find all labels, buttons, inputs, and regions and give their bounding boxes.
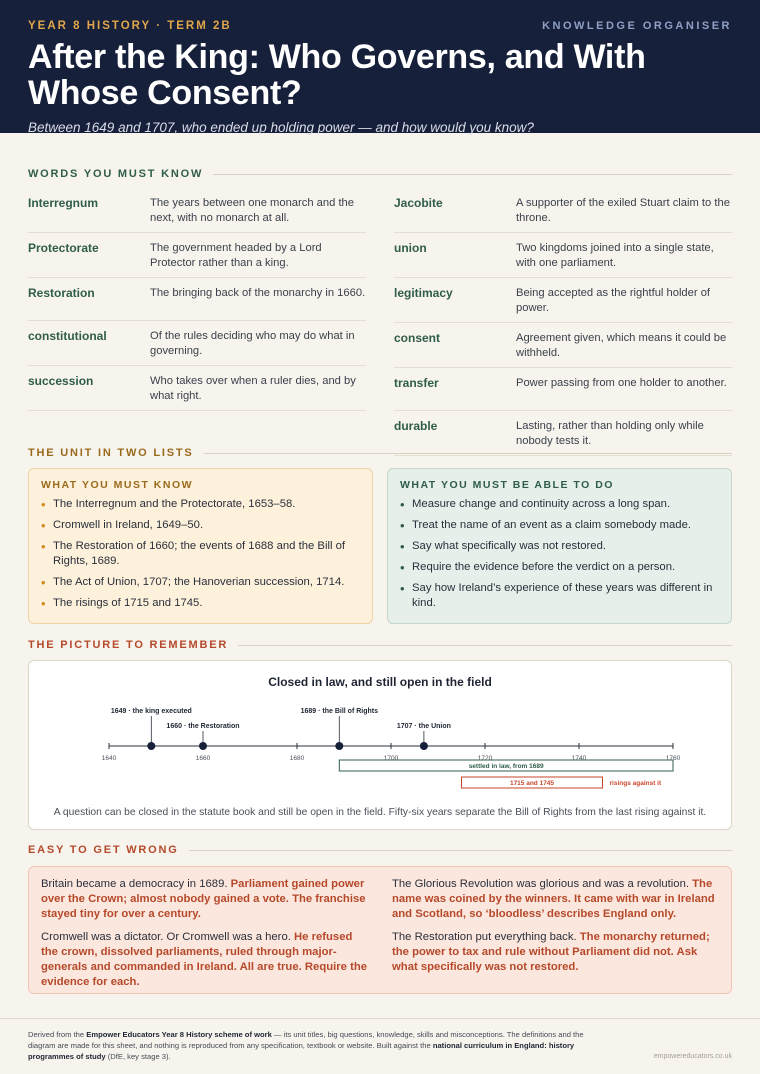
tick-label: 1720 [477,755,493,762]
vocab-term: constitutional [28,329,107,343]
vocab-definition: Being accepted as the rightful holder of power. [516,287,711,314]
picture-heading [28,639,732,651]
vocab-definition: The years between one monarch and the next, with no monarch at all. [150,197,354,224]
tick-label: 1660 [195,755,211,762]
vocab-row [28,321,366,366]
vocab-row [28,366,366,411]
know-item: • Cromwell in Ireland, 1649–50. [53,518,360,533]
vocab-term: legitimacy [394,286,453,300]
vocab-row [394,233,732,278]
curriculum-ref: national curriculum in England: history programmes of study [28,1041,575,1061]
misconception [392,930,719,975]
misconception [41,930,368,990]
misconception-claim: The Restoration put everything back. [392,931,577,943]
page-title: After the King: Who Governs, and With Whose Consent? [28,38,646,112]
misconceptions-col-right [392,877,719,983]
do-panel [387,468,732,624]
vocab-term: succession [28,374,94,388]
vocab-term: consent [394,331,441,345]
doc-type: KNOWLEDGE ORGANISER [542,20,732,32]
event-marker [147,742,155,750]
vocab-row [28,233,366,278]
vocab-definition: Agreement given, which means it could be withheld. [516,332,727,359]
vocab-row [28,188,366,233]
skill-item: • Measure change and continuity across a long span. [412,497,719,512]
vocab-heading-text: WORDS YOU MUST KNOW [28,168,204,180]
timeline-svg [29,661,731,829]
diagram-title: Closed in law, and still open in the field [268,675,492,689]
vocab-term: Interregnum [28,196,99,210]
lists-heading [28,447,732,459]
misconception-fix: The monarchy returned; the power to tax and rule without Parliament did not. Ask what specifically was not restored. [392,931,710,973]
misconception-fix: Parliament gained power over the Crown; almost nobody gained a vote. The franchise stayed tiny for over a century. [41,878,366,920]
know-panel-title: WHAT YOU MUST KNOW [41,479,194,491]
footer-text: (DfE, key stage 3). [105,1052,171,1061]
tick-label: 1640 [101,755,117,762]
vocab-term: durable [394,419,438,433]
divider [213,174,732,175]
know-list [41,497,360,611]
misconception-claim: Britain became a democracy in 1689. [41,878,228,890]
know-item: • The Interregnum and the Protectorate, 1653–58. [53,497,360,512]
skill-item: • Say how Ireland’s experience of these years was different in kind. [412,581,719,611]
vocab-row [394,323,732,368]
vocab-row [394,278,732,323]
vocab-term: Protectorate [28,241,99,255]
tick-label: 1740 [571,755,587,762]
vocab-definition: Of the rules deciding who may do what in governing. [150,330,355,357]
vocab-column-left [28,188,366,456]
diagram-caption: A question can be closed in the statute book and still be open in the field. Fifty-six years separate the Bill of Rights from the last rising against it. [53,807,707,818]
event-marker [335,742,343,750]
misconception [41,877,368,922]
tick-label: 1760 [665,755,681,762]
do-list [400,497,719,611]
event-label: 1649 · the king executed [110,708,192,715]
event-label: 1707 · the Union [396,723,451,730]
vocab-term: transfer [394,376,439,390]
divider [204,453,732,454]
scheme-of-work-ref: Empower Educators Year 8 History scheme of work [86,1030,272,1039]
event-label: 1660 · the Restoration [166,723,240,730]
vocab-table [28,188,732,456]
header [0,0,760,133]
footer-credits [28,1029,588,1062]
range-label: settled in law, from 1689 [468,763,544,770]
vocab-definition: Power passing from one holder to another. [516,377,727,389]
header-top [28,20,732,32]
footer-url: empowereducators.co.uk [653,1053,732,1060]
footer-text: Derived from the [28,1030,87,1039]
divider [189,850,732,851]
vocab-definition: A supporter of the exiled Stuart claim to the throne. [516,197,730,224]
lists-heading-text: THE UNIT IN TWO LISTS [28,447,194,459]
vocab-definition: Two kingdoms joined into a single state, with one parliament. [516,242,714,269]
event-marker [420,742,428,750]
misconception [392,877,719,922]
vocab-row [394,188,732,233]
tick-label: 1680 [289,755,305,762]
skill-item: • Require the evidence before the verdict on a person. [412,560,719,575]
know-item: • The Restoration of 1660; the events of 1688 and the Bill of Rights, 1689. [53,539,360,569]
do-panel-title: WHAT YOU MUST BE ABLE TO DO [400,479,614,491]
vocab-definition: The bringing back of the monarchy in 1660. [150,287,366,299]
misconception-claim: The Glorious Revolution was glorious and was a revolution. [392,878,690,890]
know-item: • The Act of Union, 1707; the Hanoverian succession, 1714. [53,575,360,590]
misconception-claim: Cromwell was a dictator. Or Cromwell was a hero. [41,931,291,943]
event-label: 1689 · the Bill of Rights [300,708,379,715]
misconception-fix: He refused the crown, dissolved parliaments, ruled through major-generals and commanded in Ireland. All are true. Require the evidence for each. [41,931,368,988]
divider [238,645,732,646]
vocab-definition: The government headed by a Lord Protector rather than a king. [150,242,322,269]
skill-item: • Say what specifically was not restored. [412,539,719,554]
vocab-term: Restoration [28,286,95,300]
know-panel [28,468,373,624]
vocab-term: Jacobite [394,196,443,210]
misconceptions-col-left [41,877,368,988]
range-side-label: risings against it [609,780,662,787]
misconception-fix: The name was coined by the winners. It came with war in Ireland and Scotland, so ‘bloodless’ describes England only. [392,878,715,920]
vocab-definition: Who takes over when a ruler dies, and by what right. [150,375,356,402]
misconceptions-panel [28,866,732,994]
vocab-row [28,278,366,321]
vocab-definition: Lasting, rather than holding only while nobody tests it. [516,420,704,447]
tick-label: 1700 [383,755,399,762]
picture-heading-text: THE PICTURE TO REMEMBER [28,639,229,651]
wrong-heading [28,844,732,856]
footer-divider [0,1018,760,1019]
vocab-row [394,368,732,411]
skill-item: • Treat the name of an event as a claim somebody made. [412,518,719,533]
vocab-heading [28,168,732,180]
vocab-term: union [394,241,427,255]
event-marker [199,742,207,750]
page-subtitle: Between 1649 and 1707, who ended up holding power — and how would you know? [28,120,534,135]
range-label: 1715 and 1745 [509,780,555,787]
timeline-diagram [28,660,732,830]
know-item: • The risings of 1715 and 1745. [53,596,360,611]
vocab-column-right [394,188,732,456]
wrong-heading-text: EASY TO GET WRONG [28,844,179,856]
course-kicker: YEAR 8 HISTORY · TERM 2B [28,20,232,32]
footer-text: — its unit titles, big questions, knowledge, skills and misconceptions. The definitions and the diagram are made for this sheet, and nothing is reproduced from any specification, textbook or website. Built against the [28,1030,584,1050]
